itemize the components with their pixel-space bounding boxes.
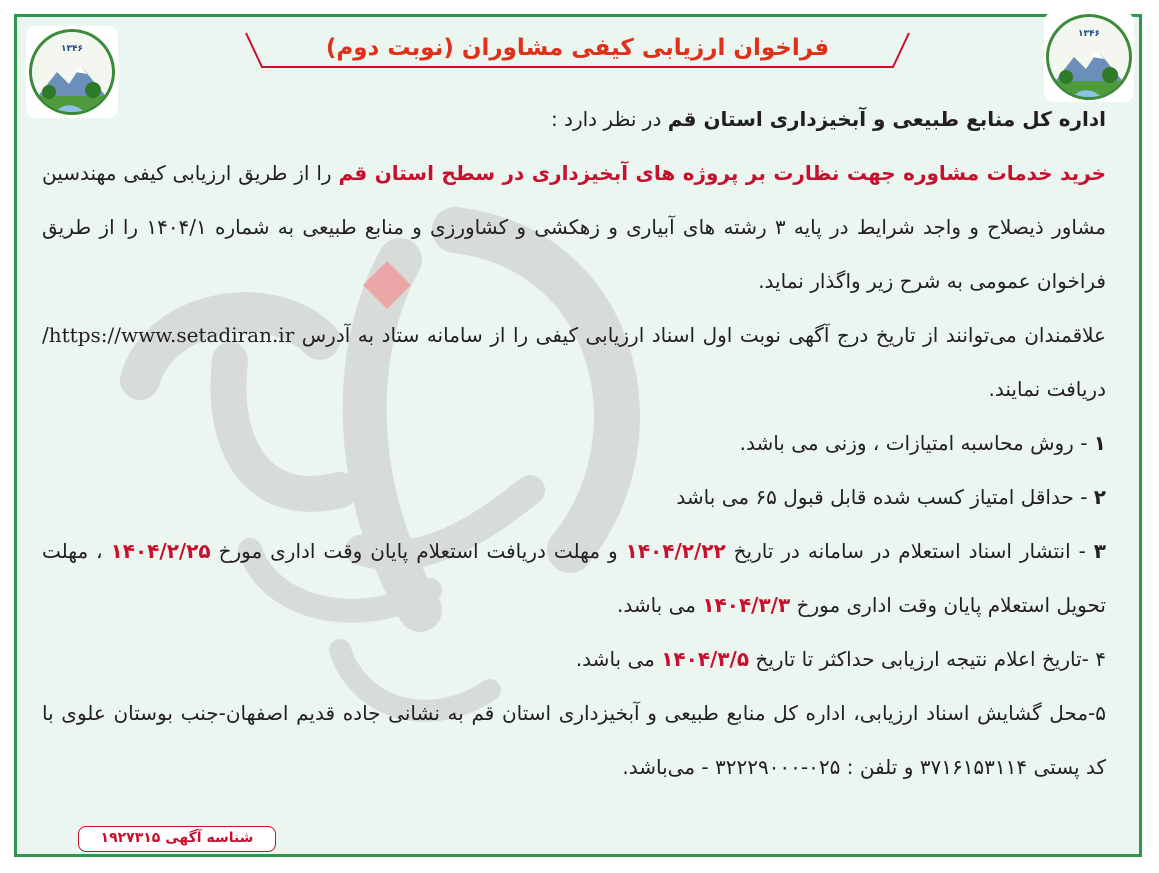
title-banner [244, 31, 911, 71]
list-item-5: ۵-محل گشایش اسناد ارزیابی، اداره کل منابع طبیعی و آبخیزداری استان قم به نشانی جاده قدیم اصفهان-جنب بوستان علوی با کد پستی ۳۷۱۶۱۵۳۱۱۴ و تلفن : ۰۲۵-۳۲۲۲۹۰۰۰ - می‌باشد. [42, 701, 1106, 779]
page-title: فراخوان ارزیابی کیفی مشاوران (نوبت دوم) [325, 35, 830, 61]
notice-body [42, 92, 1106, 794]
intro-line: اداره کل منابع طبیعی و آبخیزداری استان قم در نظر دارد : [550, 107, 1106, 131]
organization-name: اداره کل منابع طبیعی و آبخیزداری استان قم [667, 107, 1106, 131]
natural-resources-emblem-icon: ۱۳۴۶ [1046, 14, 1132, 100]
list-item-1: ۱ - روش محاسبه امتیازات ، وزنی می باشد. [739, 431, 1106, 455]
publish-date: ۱۴۰۴/۲/۲۲ [625, 539, 726, 563]
setad-paragraph: علاقمندان می‌توانند از تاریخ درج آگهی نوبت اول اسناد ارزیابی کیفی را از سامانه ستاد به آدرس https://www.setadiran.ir/ دریافت نمایند. [42, 323, 1106, 401]
result-date: ۱۴۰۴/۳/۵ [661, 647, 750, 671]
subject-title: خرید خدمات مشاوره جهت نظارت بر پروژه های آبخیزداری در سطح استان قم [338, 161, 1106, 185]
subject-paragraph: خرید خدمات مشاوره جهت نظارت بر پروژه های آبخیزداری در سطح استان قم را از طریق ارزیابی کیفی مهندسین مشاور ذیصلاح و واجد شرایط در پایه ۳ رشته های آبیاری و زهکشی و کشاورزی و منابع طبیعی به شماره ۱۴۰۴/۱ را از طریق فراخوان عمومی به شرح زیر واگذار نماید. [42, 161, 1107, 293]
list-item-4: ۴ -تاریخ اعلام نتیجه ارزیابی حداکثر تا تاریخ ۱۴۰۴/۳/۵ می باشد. [575, 647, 1106, 671]
ad-id-badge: شناسه آگهی ۱۹۲۷۳۱۵ [78, 826, 276, 852]
setad-url[interactable]: https://www.setadiran.ir [48, 323, 295, 347]
right-emblem [1044, 12, 1134, 102]
list-item-3: ۳ - انتشار اسناد استعلام در سامانه در تاریخ ۱۴۰۴/۲/۲۲ و مهلت دریافت استعلام پایان وقت اداری مورخ ۱۴۰۴/۲/۲۵ ، مهلت تحویل استعلام پایان وقت اداری مورخ ۱۴۰۴/۳/۳ می باشد. [42, 539, 1106, 617]
receive-deadline-date: ۱۴۰۴/۲/۲۵ [110, 539, 211, 563]
natural-resources-emblem-icon: ۱۳۴۶ [29, 29, 115, 115]
list-item-2: ۲ - حداقل امتیاز کسب شده قابل قبول ۶۵ می باشد [676, 485, 1106, 509]
submit-deadline-date: ۱۴۰۴/۳/۳ [702, 593, 791, 617]
